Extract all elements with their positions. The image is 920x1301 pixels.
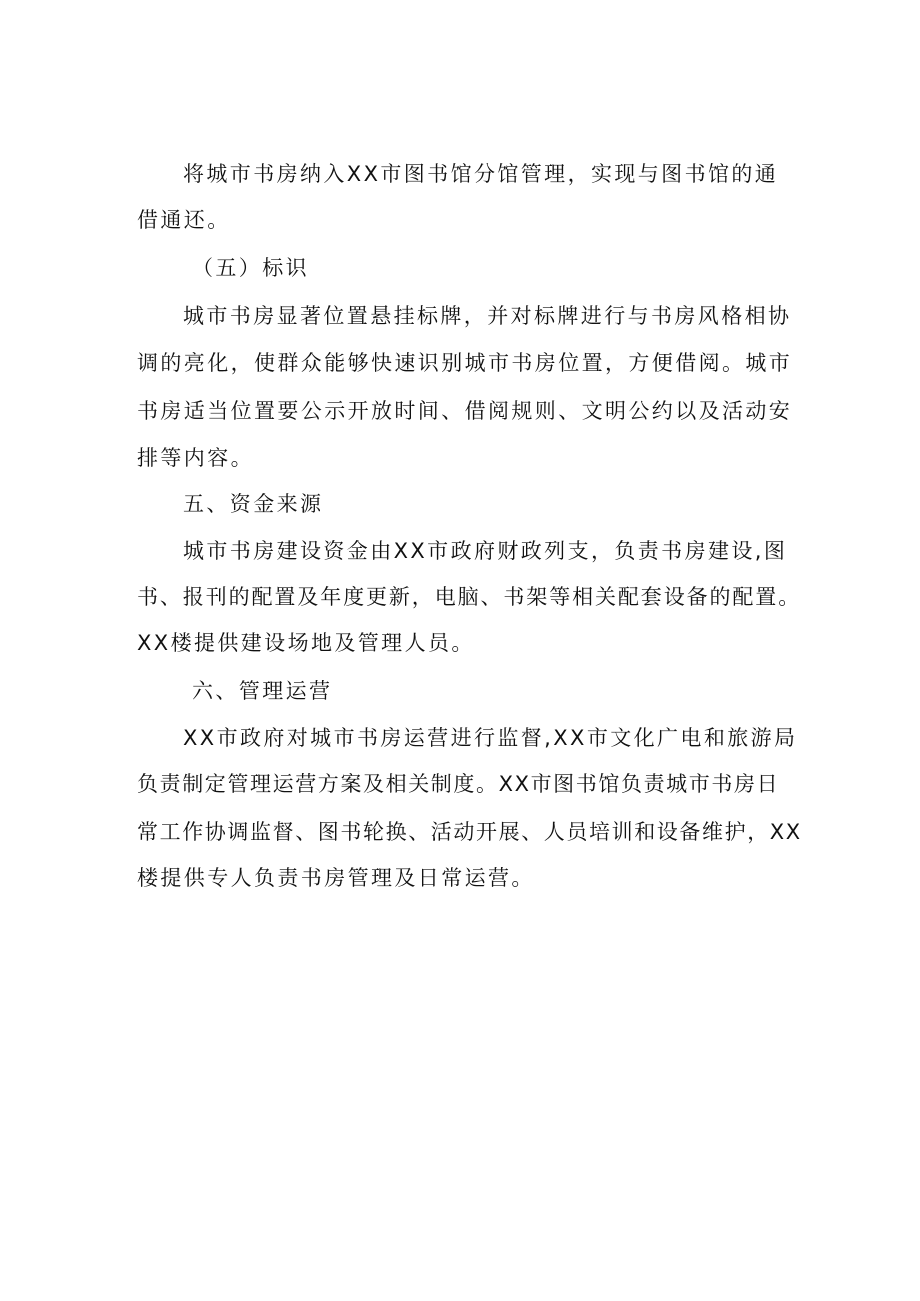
paragraph-line: 书、报刊的配置及年度更新，电脑、书架等相关配套设备的配置。	[137, 585, 802, 609]
paragraph-line: 将城市书房纳入XX市图书馆分馆管理，实现与图书馆的通	[183, 162, 779, 186]
section-heading: （五）标识	[192, 256, 309, 280]
paragraph-line: 调的亮化，使群众能够快速识别城市书房位置，方便借阅。城市	[137, 351, 793, 375]
paragraph-line: 借通还。	[137, 208, 231, 232]
paragraph-line: 楼提供专人负责书房管理及日常运营。	[137, 866, 535, 890]
paragraph-line: 排等内容。	[137, 446, 254, 470]
section-heading: 六、管理运营	[192, 679, 333, 703]
paragraph-line: XX楼提供建设场地及管理人员。	[137, 631, 475, 655]
paragraph-line: 常工作协调监督、图书轮换、活动开展、人员培训和设备维护，XX	[137, 820, 802, 844]
paragraph-line: XX市政府对城市书房运营进行监督,XX市文化广电和旅游局	[183, 726, 798, 750]
paragraph-line: 负责制定管理运营方案及相关制度。XX市图书馆负责城市书房日	[137, 772, 780, 796]
paragraph-line: 书房适当位置要公示开放时间、借阅规则、文明公约以及活动安	[137, 399, 793, 423]
section-heading: 五、资金来源	[183, 492, 324, 516]
paragraph-line: 城市书房建设资金由XX市政府财政列支，负责书房建设,图	[183, 539, 788, 563]
paragraph-line: 城市书房显著位置悬挂标牌，并对标牌进行与书房风格相协	[183, 304, 792, 328]
